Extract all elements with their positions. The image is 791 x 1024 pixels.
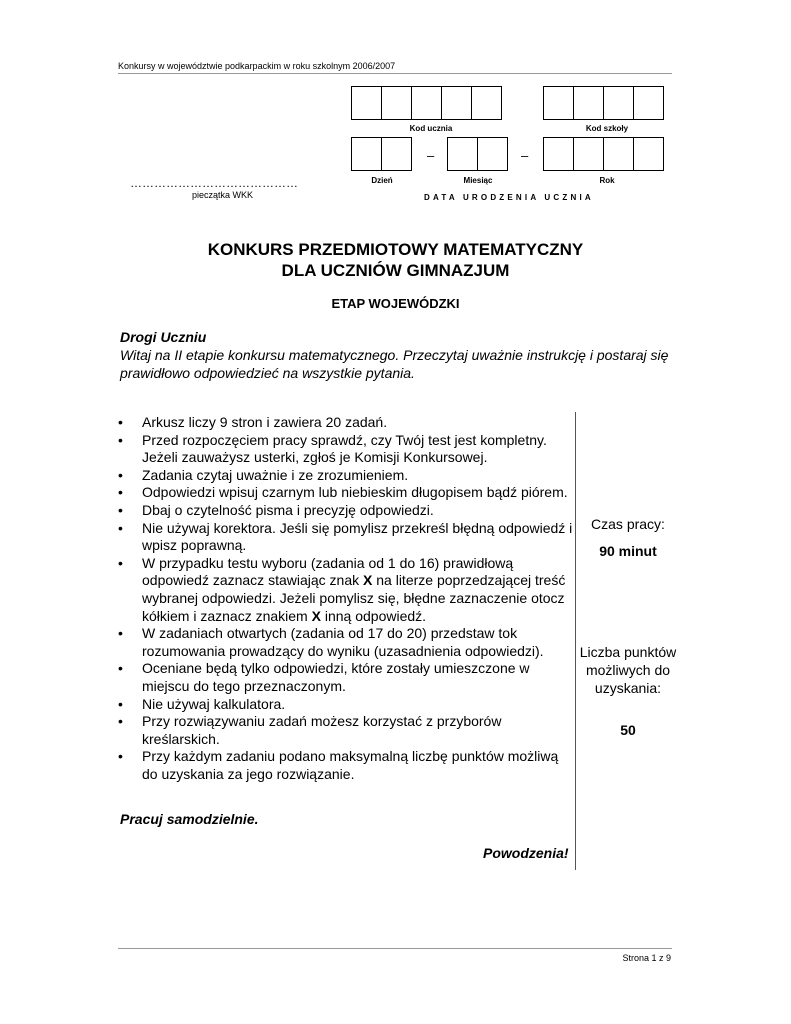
student-code-label: Kod ucznia — [409, 124, 453, 133]
instruction-text: inną odpowiedź. — [320, 607, 427, 624]
day-cell[interactable] — [351, 137, 382, 171]
intro-text: Witaj na II etapie konkursu matematycznego. Przeczytaj uważnie instrukcję i postaraj się prawidłowo odpowiedzieć na wszystkie pytania. — [120, 347, 669, 381]
mark-symbol: X — [363, 572, 373, 589]
time-value: 90 minut — [599, 543, 657, 559]
year-label: Rok — [599, 176, 615, 185]
instruction-item: • Zadania czytaj uważnie i ze zrozumieniem. — [118, 467, 573, 485]
work-alone-note: Pracuj samodzielnie. — [120, 811, 259, 827]
month-boxes[interactable] — [447, 137, 507, 171]
year-boxes[interactable] — [543, 137, 663, 171]
code-cell[interactable] — [543, 86, 574, 120]
day-label: Dzień — [371, 176, 393, 185]
code-cell[interactable] — [351, 86, 382, 120]
stamp-label: pieczątka WKK — [192, 190, 254, 200]
footer-rule — [118, 948, 672, 949]
title-line-1: KONKURS PRZEDMIOTOWY MATEMATYCZNY — [207, 240, 584, 259]
code-cell[interactable] — [573, 86, 604, 120]
time-label: Czas pracy: — [591, 516, 665, 532]
stamp-line: …………………………………… — [130, 176, 298, 190]
good-luck-note: Powodzenia! — [483, 845, 569, 861]
month-label: Miesiąc — [463, 176, 493, 185]
instruction-item: • Przy rozwiązywaniu zadań możesz korzystać z przyborów kreślarskich. — [118, 713, 573, 748]
greeting: Drogi Uczniu — [120, 329, 207, 345]
year-cell[interactable] — [543, 137, 574, 171]
month-cell[interactable] — [477, 137, 508, 171]
instructions-list — [118, 414, 573, 783]
instruction-item: • Nie używaj korektora. Jeśli się pomylisz przekreśl błędną odpowiedź i wpisz poprawną. — [118, 520, 573, 555]
code-cell[interactable] — [381, 86, 412, 120]
code-cell[interactable] — [603, 86, 634, 120]
year-cell[interactable] — [603, 137, 634, 171]
date-separator: – — [521, 148, 529, 163]
instruction-item: • Arkusz liczy 9 stron i zawiera 20 zadań. — [118, 414, 573, 432]
month-cell[interactable] — [447, 137, 478, 171]
day-cell[interactable] — [381, 137, 412, 171]
title-line-2: DLA UCZNIÓW GIMNAZJUM — [281, 261, 510, 280]
instruction-item: • Przy każdym zadaniu podano maksymalną liczbę punktów możliwą do uzyskania za jego rozwiązanie. — [118, 748, 573, 783]
instruction-item: • Odpowiedzi wpisuj czarnym lub niebieskim długopisem bądź piórem. — [118, 484, 573, 502]
school-code-boxes[interactable] — [543, 86, 663, 120]
document-header: Konkursy w województwie podkarpackim w roku szkolnym 2006/2007 — [118, 61, 672, 74]
code-cell[interactable] — [411, 86, 442, 120]
points-value: 50 — [620, 722, 636, 738]
instruction-item: • Dbaj o czytelność pisma i precyzję odpowiedzi. — [118, 502, 573, 520]
stage-title: ETAP WOJEWÓDZKI — [331, 296, 460, 311]
year-cell[interactable] — [633, 137, 664, 171]
day-boxes[interactable] — [351, 137, 411, 171]
instruction-item — [118, 555, 573, 625]
column-divider — [575, 412, 576, 870]
code-cell[interactable] — [471, 86, 502, 120]
instruction-text: na literze poprzedzającej treść wybranej odpowiedzi. Jeżeli pomylisz się, błędne zaznaczenie otocz kółkiem i zaznacz znakiem — [142, 572, 566, 624]
birthdate-label: DATA URODZENIA UCZNIA — [424, 193, 594, 202]
points-label: Liczba punktów możliwych do uzyskania: — [579, 644, 677, 696]
instruction-item: • Oceniane będą tylko odpowiedzi, które zostały umieszczone w miejscu do tego przeznaczonym. — [118, 660, 573, 695]
mark-symbol: X — [311, 607, 321, 624]
student-code-boxes[interactable] — [351, 86, 501, 120]
code-cell[interactable] — [633, 86, 664, 120]
page-number: Strona 1 z 9 — [622, 953, 671, 963]
school-code-label: Kod szkoły — [585, 124, 629, 133]
instruction-item: • Nie używaj kalkulatora. — [118, 696, 573, 714]
instruction-item: • W zadaniach otwartych (zadania od 17 do 20) przedstaw tok rozumowania prowadzący do wyniku (uzasadnienia odpowiedzi). — [118, 625, 573, 660]
date-separator: – — [427, 148, 435, 163]
instruction-item: • Przed rozpoczęciem pracy sprawdź, czy Twój test jest kompletny. Jeżeli zauważysz usterki, zgłoś je Komisji Konkursowej. — [118, 432, 573, 467]
instruction-text: W przypadku testu wyboru (zadania od 1 do 16) prawidłową odpowiedź zaznacz stawiając znak — [142, 554, 514, 589]
code-cell[interactable] — [441, 86, 472, 120]
year-cell[interactable] — [573, 137, 604, 171]
